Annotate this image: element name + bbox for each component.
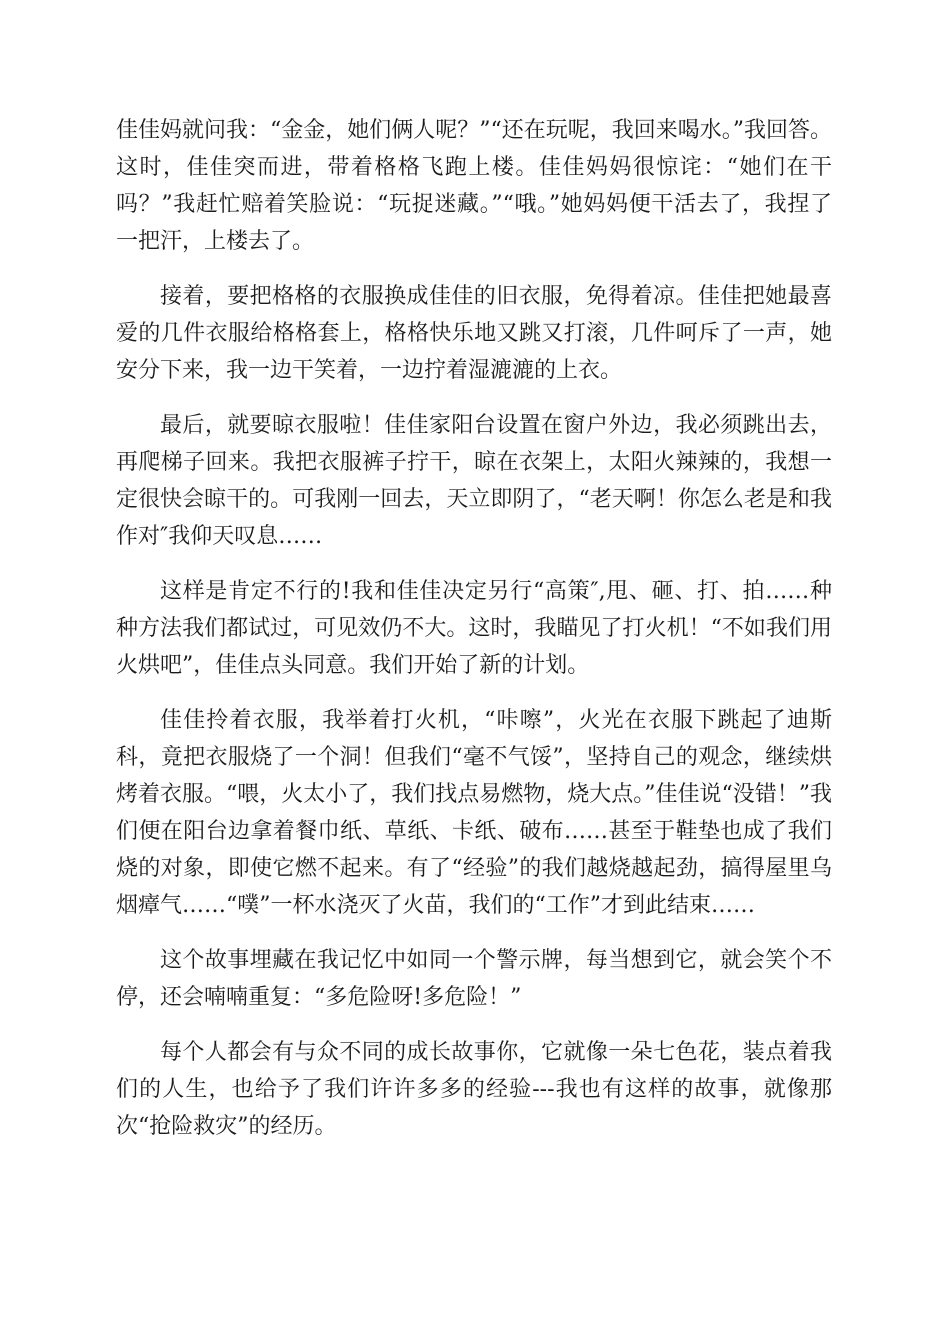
paragraph: 佳佳拎着衣服，我举着打火机，“咔嚓”，火光在衣服下跳起了迪斯科，竟把衣服烧了一个洞！但我们“毫不气馁”，坚持自己的观念，继续烘烤着衣服。“喂，火太小了，我们找点易燃物，烧大点。”佳佳说“没错！”我们便在阳台边拿着餐巾纸、草纸、卡纸、破布……甚至于鞋垫也成了我们烧的对象，即使它燃不起来。有了“经验”的我们越烧越起劲，搞得屋里乌烟瘴气……“噗”一杯水浇灭了火苗，我们的“工作”才到此结束…… [116,708,832,918]
paragraph: 这样是肯定不行的!我和佳佳决定另行“高策″,甩、砸、打、拍……种种方法我们都试过，可见效仍不大。这时，我瞄见了打火机！“不如我们用火烘吧”，佳佳点头同意。我们开始了新的计划。 [116,579,832,678]
paragraph: 每个人都会有与众不同的成长故事你，它就像一朵七色花，装点着我们的人生，也给予了我们许许多多的经验---我也有这样的故事，就像那次“抢险救灾”的经历。 [116,1040,832,1139]
paragraph: 接着，要把格格的衣服换成佳佳的旧衣服，免得着凉。佳佳把她最喜爱的几件衣服给格格套上，格格快乐地又跳又打滚，几件呵斥了一声，她安分下来，我一边干笑着，一边拧着湿漉漉的上衣。 [116,284,832,383]
paragraph: 最后，就要晾衣服啦！佳佳家阳台设置在窗户外边，我必须跳出去，再爬梯子回来。我把衣服裤子拧干，晾在衣架上，太阳火辣辣的，我想一定很快会晾干的。可我刚一回去，天立即阴了，“老天啊！你怎么老是和我作对″我仰天叹息…… [116,413,832,549]
paragraph: 佳佳妈就问我：“金金，她们俩人呢？”“还在玩呢，我回来喝水。”我回答。这时，佳佳突而进，带着格格飞跑上楼。佳佳妈妈很惊诧：“她们在干吗？”我赶忙赔着笑脸说：“玩捉迷藏。”“哦。”她妈妈便干活去了，我捏了一把汗，上楼去了。 [116,118,832,254]
paragraph: 这个故事埋藏在我记忆中如同一个警示牌，每当想到它，就会笑个不停，还会喃喃重复：“多危险呀!多危险！” [116,948,832,1010]
document-body [116,112,832,1163]
